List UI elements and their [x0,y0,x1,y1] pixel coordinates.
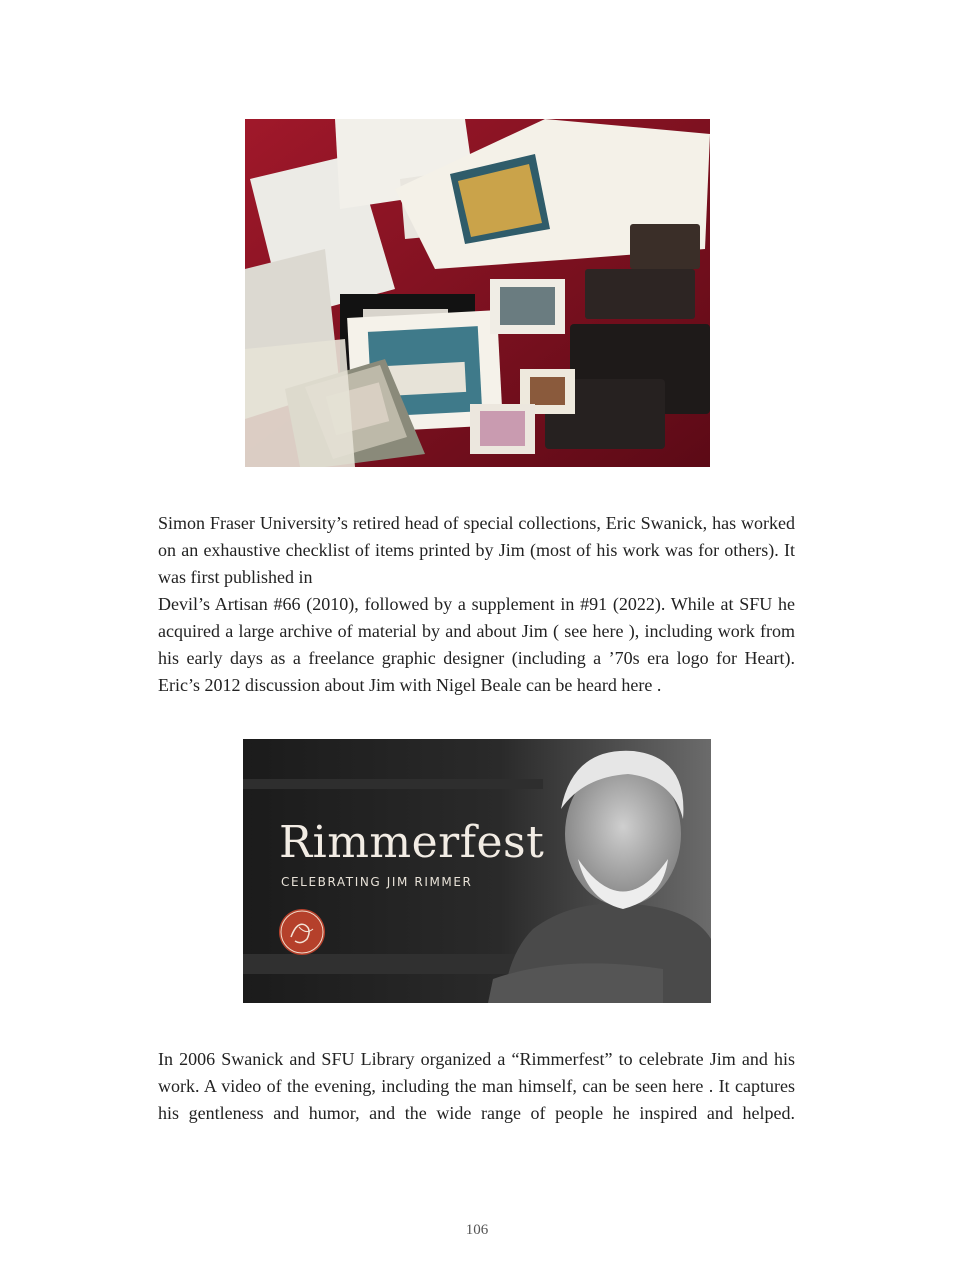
rimmerfest-portrait-illustration [243,739,711,1003]
paragraph-swanick-checklist [158,510,795,699]
alcuin-society-seal-icon [279,909,325,955]
rimmerfest-promo-image [243,739,711,1003]
promo-subtitle: CELEBRATING JIM RIMMER [281,875,473,889]
paragraph-rimmerfest [158,1046,795,1127]
paragraph-2-text: In 2006 Swanick and SFU Library organized a “Rimmerfest” to celebrate Jim and his work. A video of the evening, including the man himself, can be seen here . It captures his gentleness and humor, and the wide range of people he inspired and helped. [158,1049,795,1123]
letterpress-collection-illustration [245,119,710,467]
paragraph-1-line-b: Devil’s Artisan #66 (2010), followed by a supplement in #91 (2022). While at SFU he acquired a large archive of material by and about Jim ( see here ), including work from his early days as a freelance graphic designer (including a ’70s era logo for Heart). Eric’s 2012 discussion about Jim with Nigel Beale can be heard here . [158,594,795,695]
letterpress-collection-photo [245,119,710,467]
page-number: 106 [465,1222,489,1238]
paragraph-1-line-a: Simon Fraser University’s retired head of special collections, Eric Swanick, has worked on an exhaustive checklist of items printed by Jim (most of his work was for others). It was first published in [158,513,795,587]
promo-title: Rimmerfest [279,817,545,868]
